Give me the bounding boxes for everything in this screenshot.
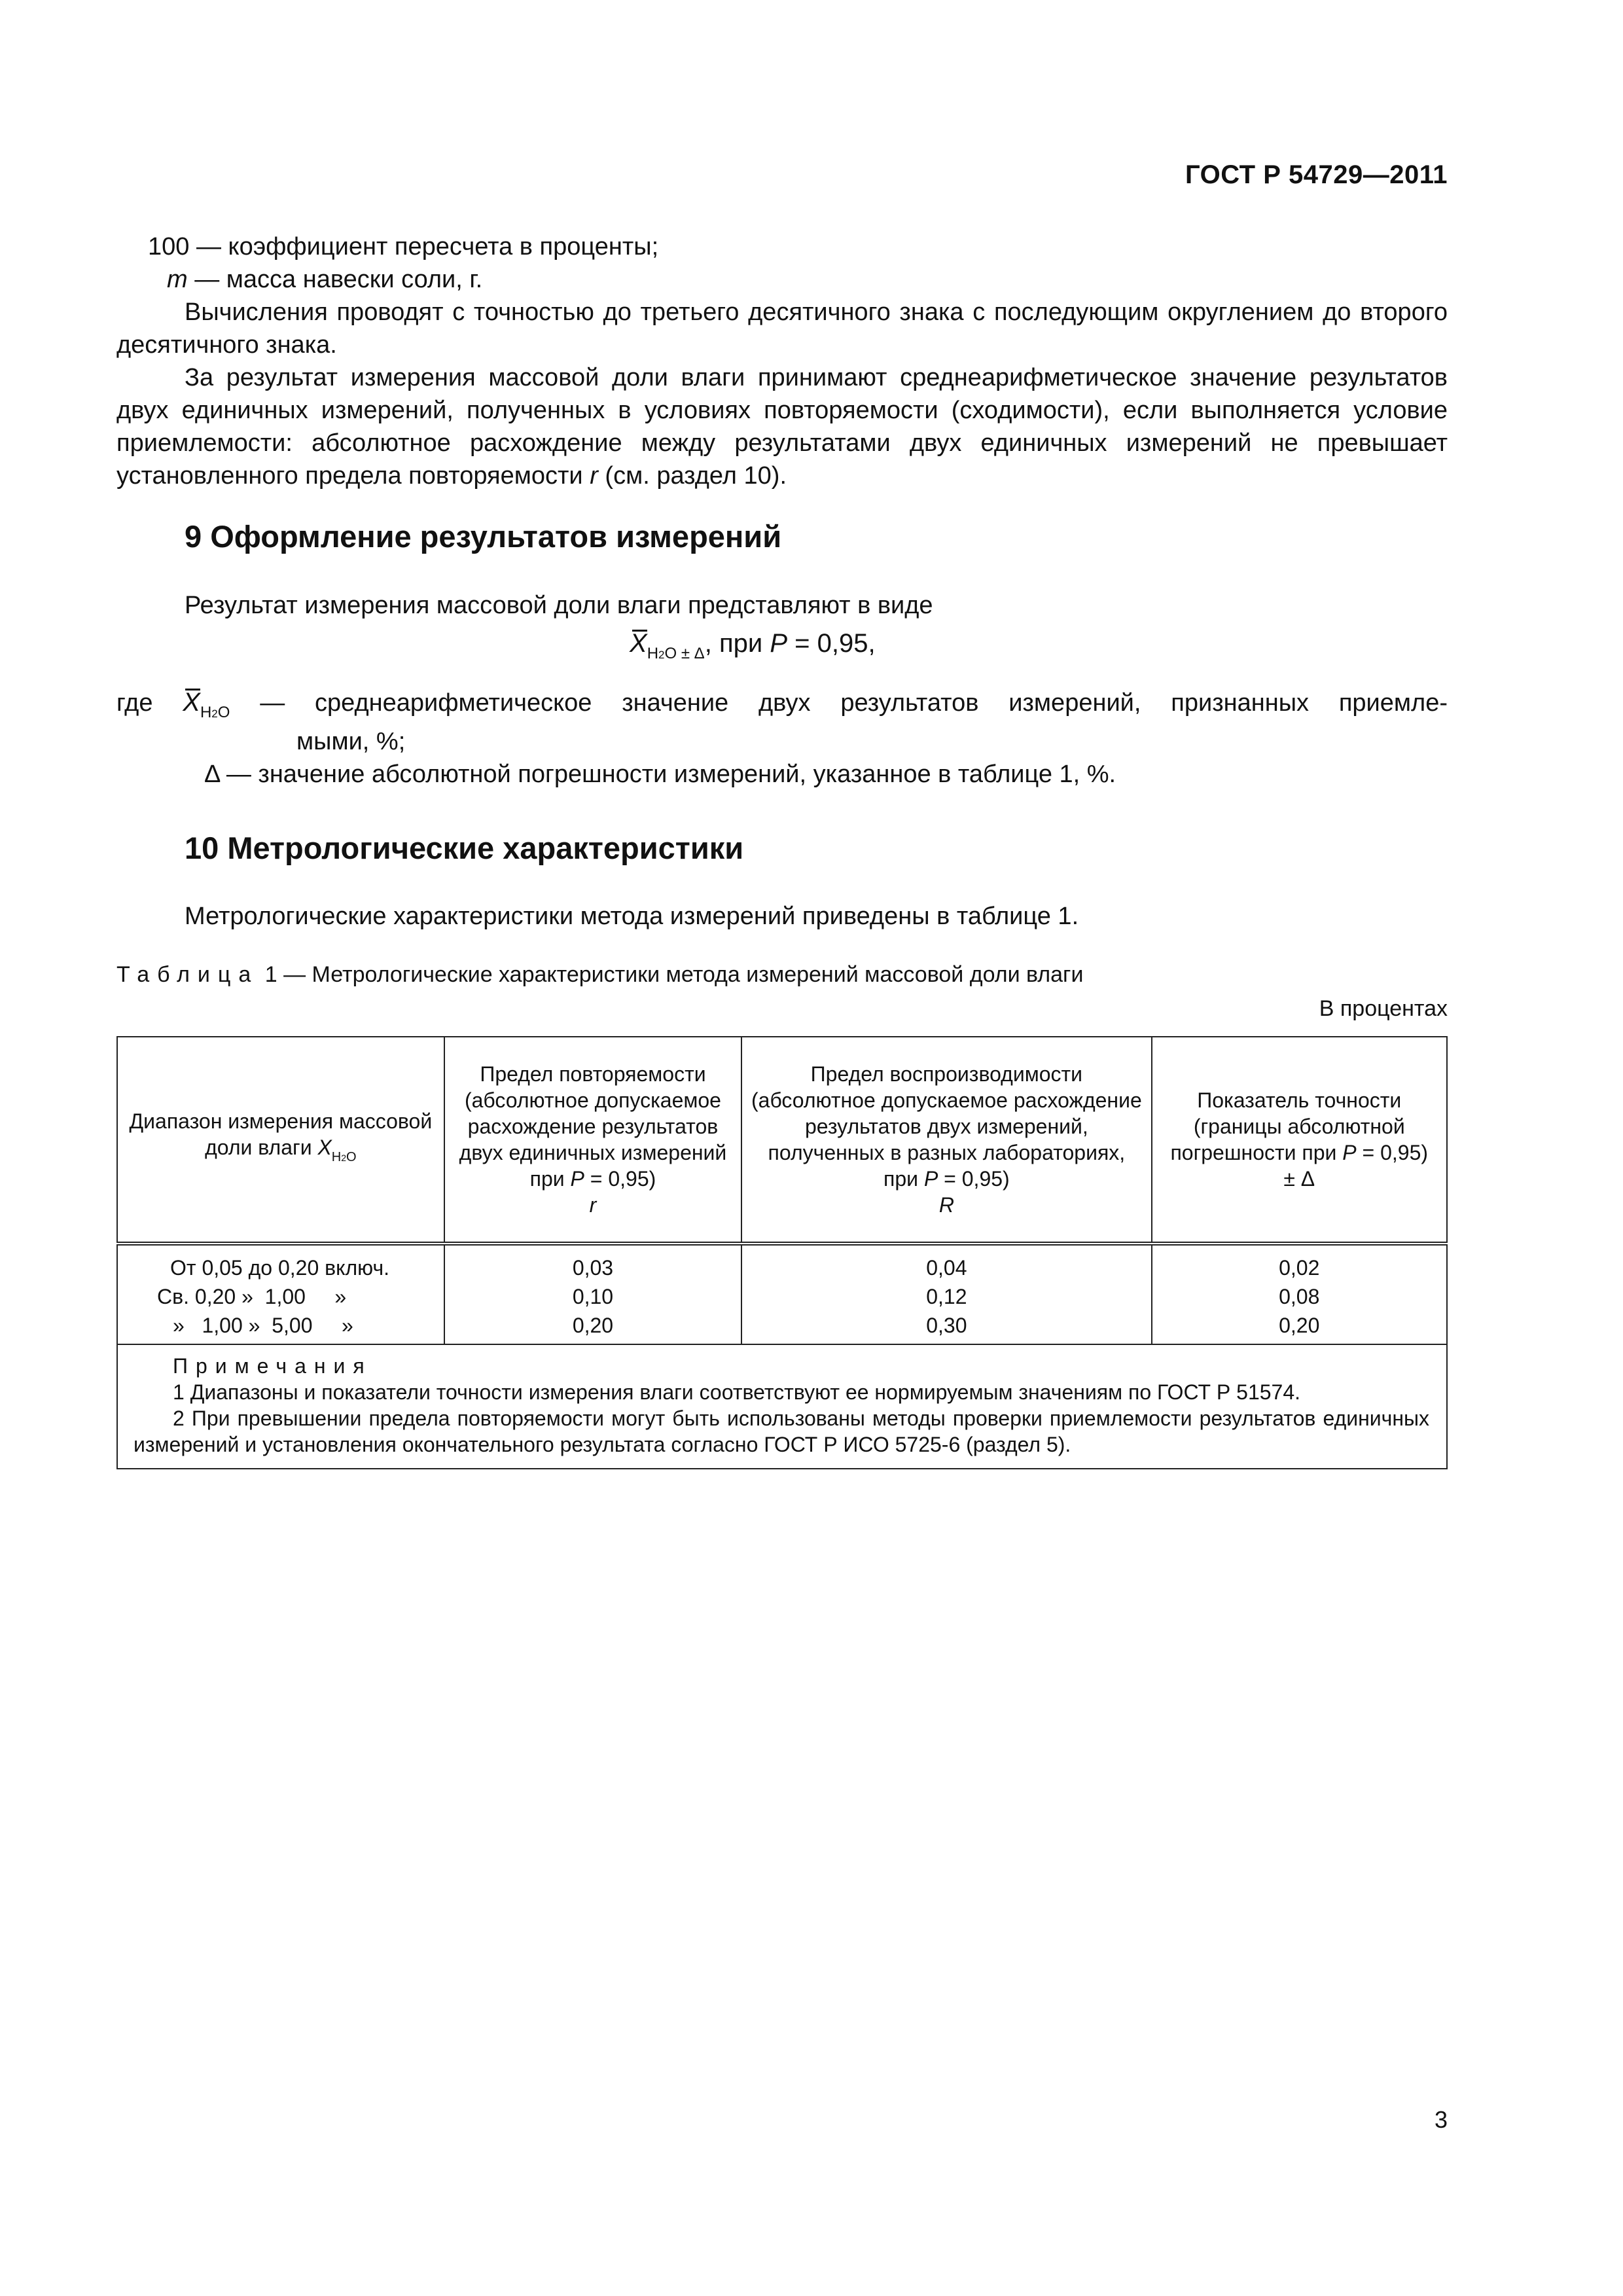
cell-r: 0,03 (444, 1244, 742, 1282)
page-number: 3 (1434, 2106, 1448, 2133)
cell-delta: 0,08 (1152, 1282, 1447, 1311)
where-text: — среднеарифметическое значение двух результатов измерений, признанных приемле- (230, 689, 1448, 717)
cell-r: 0,10 (444, 1282, 742, 1311)
text-line-mass (167, 263, 482, 296)
text-line-coefficient: 100 — коэффициент пересчета в проценты; (148, 233, 659, 260)
delta-definition: Δ — значение абсолютной погрешности измерений, указанное в таблице 1, %. (204, 761, 1116, 788)
table-row (117, 1282, 1447, 1311)
header-repeatability: Предел повторяемости (абсолютное допускаемое расхождение результатов двух единичных измерений при P = 0,95) r (444, 1037, 742, 1244)
header-accuracy: Показатель точности (границы абсолютной погрешности при P = 0,95) ± Δ (1152, 1037, 1447, 1244)
header-range: Диапазон измерения массовой доли влаги $X_{H2O}$ (117, 1037, 444, 1244)
var-r: r (590, 462, 598, 490)
note-2: 2 При превышении предела повторяемости могут быть использованы методы проверки приемлемости результатов единичных измерений и установления окончательного результата согласно ГОСТ Р ИСО 5725-6 (раздел 5). (134, 1407, 1429, 1456)
table-row (117, 1311, 1447, 1344)
table-unit: В процентах (1319, 996, 1448, 1021)
table-row (117, 1244, 1447, 1282)
cell-range: Св. 0,20 » 1,00 » (117, 1282, 444, 1311)
paragraph-result (116, 361, 1448, 492)
x-bar-symbol: X (630, 627, 647, 660)
cell-R: 0,12 (741, 1282, 1151, 1311)
formula-p: P (770, 629, 787, 658)
section-9-intro: Результат измерения массовой доли влаги представляют в виде (185, 592, 933, 619)
notes-title: Примечания (173, 1354, 372, 1378)
where-subscript: H2O (200, 704, 230, 721)
var-m: m (167, 266, 188, 293)
section-10-intro: Метрологические характеристики метода измерений приведены в таблице 1. (185, 903, 1079, 930)
where-prefix: где (116, 689, 183, 717)
header-reproducibility: Предел воспроизводимости (абсолютное допускаемое расхождение результатов двух измерений, полученных в разных лабораториях, при P = 0,95) R (741, 1037, 1151, 1244)
cell-range: » 1,00 » 5,00 » (117, 1311, 444, 1344)
cell-R: 0,04 (741, 1244, 1151, 1282)
table-header-row (117, 1037, 1447, 1244)
section-9-title: 9 Оформление результатов измерений (185, 519, 782, 554)
table-notes (117, 1344, 1447, 1469)
cell-delta: 0,20 (1152, 1311, 1447, 1344)
metrology-table (116, 1036, 1448, 1469)
document-header: ГОСТ Р 54729—2011 (1185, 160, 1448, 189)
formula-tail: , при (704, 629, 770, 658)
where-continuation: мыми, %; (296, 728, 406, 755)
formula-eq: = 0,95, (787, 629, 876, 658)
cell-R: 0,30 (741, 1311, 1151, 1344)
table-caption (116, 962, 1083, 988)
table-caption-text: 1 — Метрологические характеристики метода измерений массовой доли влаги (259, 962, 1084, 987)
cell-r: 0,20 (444, 1311, 742, 1344)
table-notes-row (117, 1344, 1447, 1469)
cell-range: От 0,05 до 0,20 включ. (117, 1244, 444, 1282)
formula-subscript: H2O ± Δ (647, 645, 705, 662)
section-10-title: 10 Метрологические характеристики (185, 831, 744, 865)
note-1: 1 Диапазоны и показатели точности измерения влаги соответствуют ее нормируемым значениям по ГОСТ Р 51574. (173, 1380, 1301, 1404)
table-caption-word: Таблица (116, 962, 259, 987)
where-definition (116, 686, 1448, 730)
para-result-b: (см. раздел 10). (597, 462, 787, 490)
mass-text: — масса навески соли, г. (187, 266, 483, 293)
para-result-a: За результат измерения массовой доли влаги принимают среднеарифметическое значение результатов двух единичных измерений, полученных в условиях повторяемости (сходимости), если выполняется условие приемлемости: абсолютное расхождение между результатами двух единичных измерений не превышает установленного предела повторяемости (116, 364, 1448, 490)
cell-delta: 0,02 (1152, 1244, 1447, 1282)
paragraph-calculation: Вычисления проводят с точностью до третьего десятичного знака с последующим округлением до второго десятичного знака. (116, 298, 1448, 359)
where-x-symbol: X (183, 686, 200, 719)
result-formula (630, 627, 876, 672)
